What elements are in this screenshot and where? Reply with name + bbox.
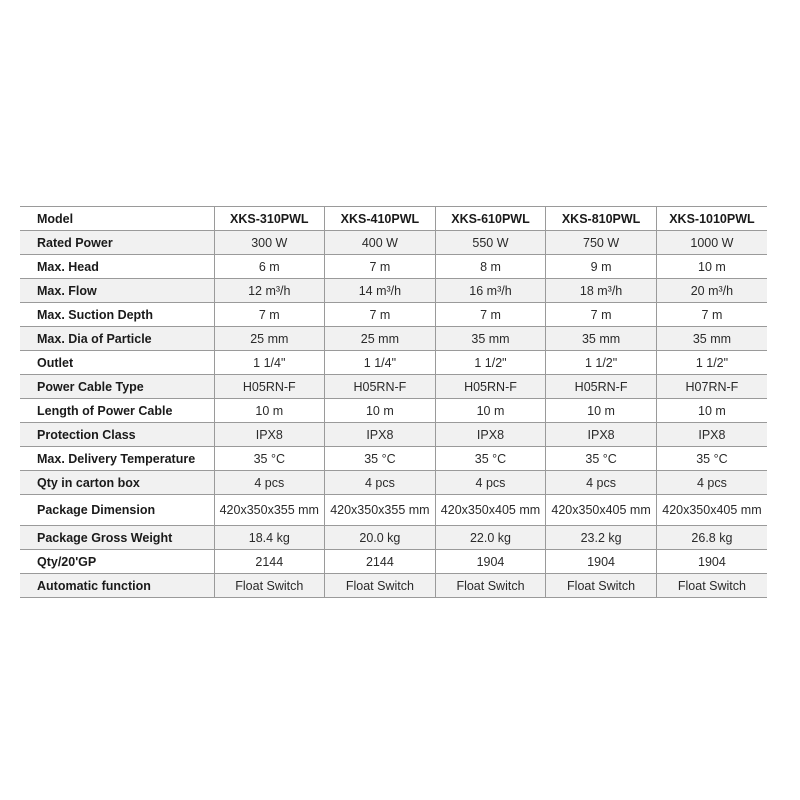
table-cell: 20.0 kg xyxy=(325,526,436,550)
table-cell: 35 °C xyxy=(435,447,546,471)
table-cell: Float Switch xyxy=(435,574,546,598)
table-cell: 35 mm xyxy=(546,327,657,351)
table-cell: 1000 W xyxy=(656,231,767,255)
table-cell: H07RN-F xyxy=(656,375,767,399)
header-model: XKS-1010PWL xyxy=(656,207,767,231)
table-cell: Float Switch xyxy=(546,574,657,598)
table-cell: 7 m xyxy=(214,303,325,327)
table-cell: IPX8 xyxy=(325,423,436,447)
table-cell: 420x350x405 mm xyxy=(656,495,767,526)
table-cell: H05RN-F xyxy=(546,375,657,399)
table-cell: H05RN-F xyxy=(435,375,546,399)
table-row xyxy=(20,231,767,255)
table-cell: 7 m xyxy=(325,303,436,327)
table-cell: H05RN-F xyxy=(214,375,325,399)
table-cell: 420x350x405 mm xyxy=(546,495,657,526)
table-row xyxy=(20,526,767,550)
table-row xyxy=(20,255,767,279)
table-cell: Float Switch xyxy=(325,574,436,598)
row-label: Max. Dia of Particle xyxy=(37,331,152,346)
table-row xyxy=(20,399,767,423)
table-row xyxy=(20,351,767,375)
table-cell: 18.4 kg xyxy=(214,526,325,550)
table-cell: Float Switch xyxy=(214,574,325,598)
table-cell: IPX8 xyxy=(214,423,325,447)
table-cell: 7 m xyxy=(656,303,767,327)
table-cell: IPX8 xyxy=(546,423,657,447)
table-cell: 6 m xyxy=(214,255,325,279)
table-cell: 10 m xyxy=(656,399,767,423)
table-cell: 4 pcs xyxy=(435,471,546,495)
table-cell: 10 m xyxy=(325,399,436,423)
table-cell: 300 W xyxy=(214,231,325,255)
row-label: Max. Delivery Temperature xyxy=(37,451,196,466)
table-cell: 1 1/4" xyxy=(214,351,325,375)
table-cell: Float Switch xyxy=(656,574,767,598)
header-model: XKS-410PWL xyxy=(325,207,436,231)
row-label: Max. Suction Depth xyxy=(37,307,153,322)
row-label: Rated Power xyxy=(37,235,113,250)
row-label: Qty/20'GP xyxy=(37,554,97,569)
row-label: Protection Class xyxy=(37,427,136,442)
table-cell: 8 m xyxy=(435,255,546,279)
table-row xyxy=(20,375,767,399)
row-label: Qty in carton box xyxy=(37,475,140,490)
table-cell: 22.0 kg xyxy=(435,526,546,550)
table-cell: 16 m³/h xyxy=(435,279,546,303)
header-model: XKS-610PWL xyxy=(435,207,546,231)
table-cell: 10 m xyxy=(214,399,325,423)
table-cell: H05RN-F xyxy=(325,375,436,399)
table-cell: 4 pcs xyxy=(546,471,657,495)
table-cell: 35 mm xyxy=(435,327,546,351)
table-header-row xyxy=(20,207,767,231)
table-cell: 14 m³/h xyxy=(325,279,436,303)
table-cell: 4 pcs xyxy=(656,471,767,495)
row-label: Length of Power Cable xyxy=(37,403,173,418)
table-cell: 420x350x405 mm xyxy=(435,495,546,526)
row-label: Outlet xyxy=(37,355,74,370)
table-cell: 20 m³/h xyxy=(656,279,767,303)
table-row xyxy=(20,471,767,495)
row-label: Max. Head xyxy=(37,259,99,274)
table-cell: 1 1/2" xyxy=(546,351,657,375)
table-cell: 10 m xyxy=(435,399,546,423)
table-cell: 10 m xyxy=(546,399,657,423)
row-label: Package Gross Weight xyxy=(37,530,173,545)
table-cell: 1 1/2" xyxy=(435,351,546,375)
header-label: Model xyxy=(37,211,74,226)
header-model: XKS-310PWL xyxy=(214,207,325,231)
table-cell: 4 pcs xyxy=(214,471,325,495)
table-cell: 420x350x355 mm xyxy=(214,495,325,526)
table-cell: 1904 xyxy=(546,550,657,574)
table-cell: 7 m xyxy=(546,303,657,327)
table-cell: 1 1/2" xyxy=(656,351,767,375)
table-cell: 25 mm xyxy=(214,327,325,351)
row-label: Max. Flow xyxy=(37,283,97,298)
table-row xyxy=(20,447,767,471)
table-cell: 18 m³/h xyxy=(546,279,657,303)
table-cell: 35 °C xyxy=(214,447,325,471)
table-cell: 9 m xyxy=(546,255,657,279)
row-label: Automatic function xyxy=(37,578,151,593)
table-cell: 23.2 kg xyxy=(546,526,657,550)
row-label: Power Cable Type xyxy=(37,379,144,394)
table-cell: 1904 xyxy=(435,550,546,574)
table-cell: 35 °C xyxy=(325,447,436,471)
table-cell: 35 mm xyxy=(656,327,767,351)
row-label: Package Dimension xyxy=(37,503,156,517)
table-cell: 35 °C xyxy=(656,447,767,471)
table-cell: 2144 xyxy=(325,550,436,574)
table-row xyxy=(20,495,767,526)
table-cell: 25 mm xyxy=(325,327,436,351)
table-cell: 2144 xyxy=(214,550,325,574)
table-cell: 35 °C xyxy=(546,447,657,471)
table-row xyxy=(20,303,767,327)
table-cell: IPX8 xyxy=(656,423,767,447)
table-cell: 400 W xyxy=(325,231,436,255)
table-cell: IPX8 xyxy=(435,423,546,447)
table-row xyxy=(20,423,767,447)
table-row xyxy=(20,279,767,303)
header-model: XKS-810PWL xyxy=(546,207,657,231)
table-cell: 10 m xyxy=(656,255,767,279)
table-cell: 1904 xyxy=(656,550,767,574)
table-row xyxy=(20,327,767,351)
table-cell: 750 W xyxy=(546,231,657,255)
table-cell: 7 m xyxy=(325,255,436,279)
table-row xyxy=(20,550,767,574)
table-cell: 26.8 kg xyxy=(656,526,767,550)
table-cell: 1 1/4" xyxy=(325,351,436,375)
table-cell: 550 W xyxy=(435,231,546,255)
table-cell: 7 m xyxy=(435,303,546,327)
spec-table xyxy=(20,206,767,598)
table-cell: 420x350x355 mm xyxy=(325,495,436,526)
table-cell: 12 m³/h xyxy=(214,279,325,303)
table-cell: 4 pcs xyxy=(325,471,436,495)
table-row xyxy=(20,574,767,598)
